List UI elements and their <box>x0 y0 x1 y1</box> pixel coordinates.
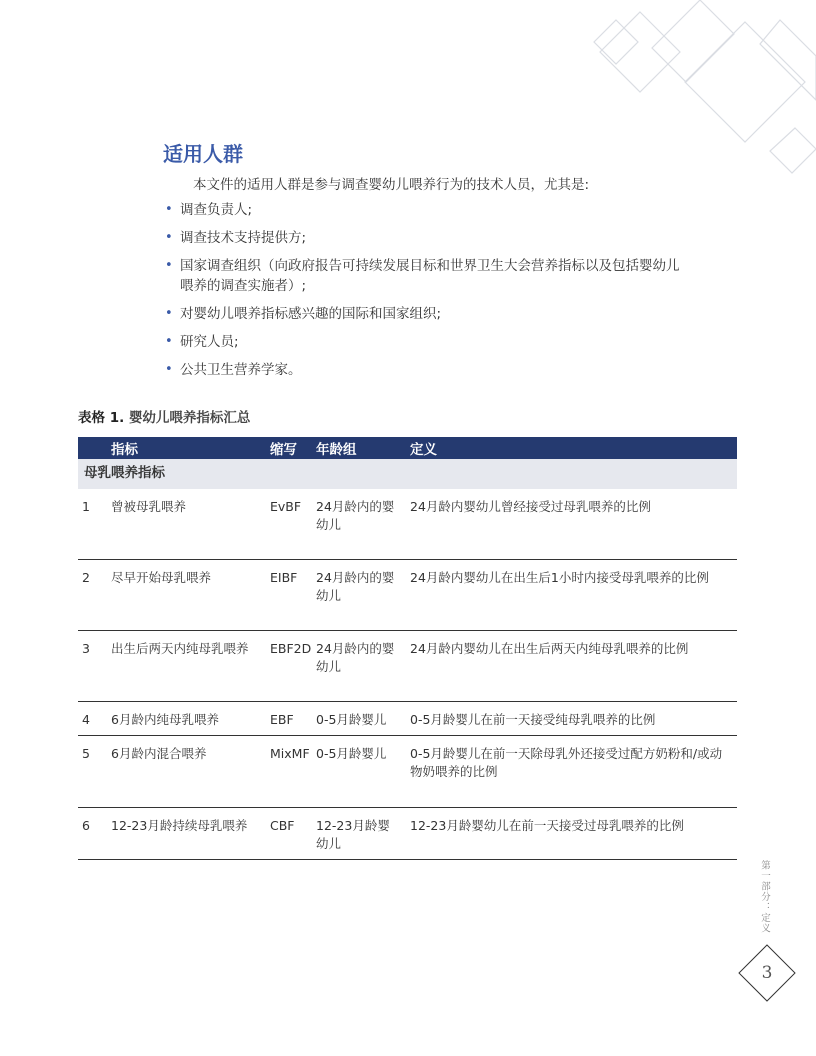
cell-indicator: 曾被母乳喂养 <box>107 489 266 560</box>
cell-definition: 24月龄内婴幼儿曾经接受过母乳喂养的比例 <box>406 489 737 560</box>
cell-no: 4 <box>78 702 107 736</box>
cell-abbr: CBF <box>266 808 312 860</box>
indicator-summary-table <box>78 437 737 860</box>
header-age: 年龄组 <box>312 437 406 459</box>
cell-abbr: EBF <box>266 702 312 736</box>
header-abbr: 缩写 <box>266 437 312 459</box>
table-row <box>78 736 737 808</box>
audience-list <box>165 200 685 388</box>
cell-no: 5 <box>78 736 107 808</box>
cell-no: 3 <box>78 631 107 702</box>
cell-definition: 24月龄内婴幼儿在出生后两天内纯母乳喂养的比例 <box>406 631 737 702</box>
list-item: • 调查负责人; <box>165 200 685 220</box>
list-item: • 对婴幼儿喂养指标感兴趣的国际和国家组织; <box>165 304 685 324</box>
cell-abbr: MixMF <box>266 736 312 808</box>
table-caption-title: 婴幼儿喂养指标汇总 <box>128 410 251 426</box>
cell-abbr: EBF2D <box>266 631 312 702</box>
header-indicator: 指标 <box>107 437 266 459</box>
section-intro: 本文件的适用人群是参与调查婴幼儿喂养行为的技术人员，尤其是: <box>193 177 590 193</box>
page-number: 3 <box>761 963 773 983</box>
cell-no: 1 <box>78 489 107 560</box>
table-row <box>78 631 737 702</box>
table-caption-label: 表格 1. <box>78 410 125 426</box>
list-item: • 研究人员; <box>165 332 685 352</box>
table-caption <box>78 406 250 426</box>
cell-abbr: EvBF <box>266 489 312 560</box>
cell-age: 24月龄内的婴幼儿 <box>312 560 406 631</box>
cell-no: 6 <box>78 808 107 860</box>
table-row <box>78 808 737 860</box>
cell-indicator: 12-23月龄持续母乳喂养 <box>107 808 266 860</box>
table-group-row <box>78 459 737 489</box>
list-item: • 调查技术支持提供方; <box>165 228 685 248</box>
cell-age: 24月龄内的婴幼儿 <box>312 489 406 560</box>
cell-age: 12-23月龄婴幼儿 <box>312 808 406 860</box>
cell-indicator: 尽早开始母乳喂养 <box>107 560 266 631</box>
cell-definition: 0-5月龄婴儿在前一天接受纯母乳喂养的比例 <box>406 702 737 736</box>
table-header-row <box>78 437 737 459</box>
cell-age: 0-5月龄婴儿 <box>312 736 406 808</box>
section-side-label: 第一部分：定义 <box>759 860 770 934</box>
list-item: • 公共卫生营养学家。 <box>165 360 685 380</box>
cell-age: 24月龄内的婴幼儿 <box>312 631 406 702</box>
table-row <box>78 702 737 736</box>
header-no <box>78 437 107 459</box>
cell-indicator: 6月龄内纯母乳喂养 <box>107 702 266 736</box>
section-title: 适用人群 <box>163 142 243 166</box>
cell-age: 0-5月龄婴儿 <box>312 702 406 736</box>
list-item: • 国家调查组织（向政府报告可持续发展目标和世界卫生大会营养指标以及包括婴幼儿喂养的调查实施者）; <box>165 256 685 296</box>
header-definition: 定义 <box>406 437 737 459</box>
cell-definition: 0-5月龄婴儿在前一天除母乳外还接受过配方奶粉和/或动物奶喂养的比例 <box>406 736 737 808</box>
cell-abbr: EIBF <box>266 560 312 631</box>
cell-no: 2 <box>78 560 107 631</box>
table-row <box>78 489 737 560</box>
group-label: 母乳喂养指标 <box>78 459 737 489</box>
table-row <box>78 560 737 631</box>
cell-indicator: 6月龄内混合喂养 <box>107 736 266 808</box>
cell-definition: 12-23月龄婴幼儿在前一天接受过母乳喂养的比例 <box>406 808 737 860</box>
cell-definition: 24月龄内婴幼儿在出生后1小时内接受母乳喂养的比例 <box>406 560 737 631</box>
cell-indicator: 出生后两天内纯母乳喂养 <box>107 631 266 702</box>
